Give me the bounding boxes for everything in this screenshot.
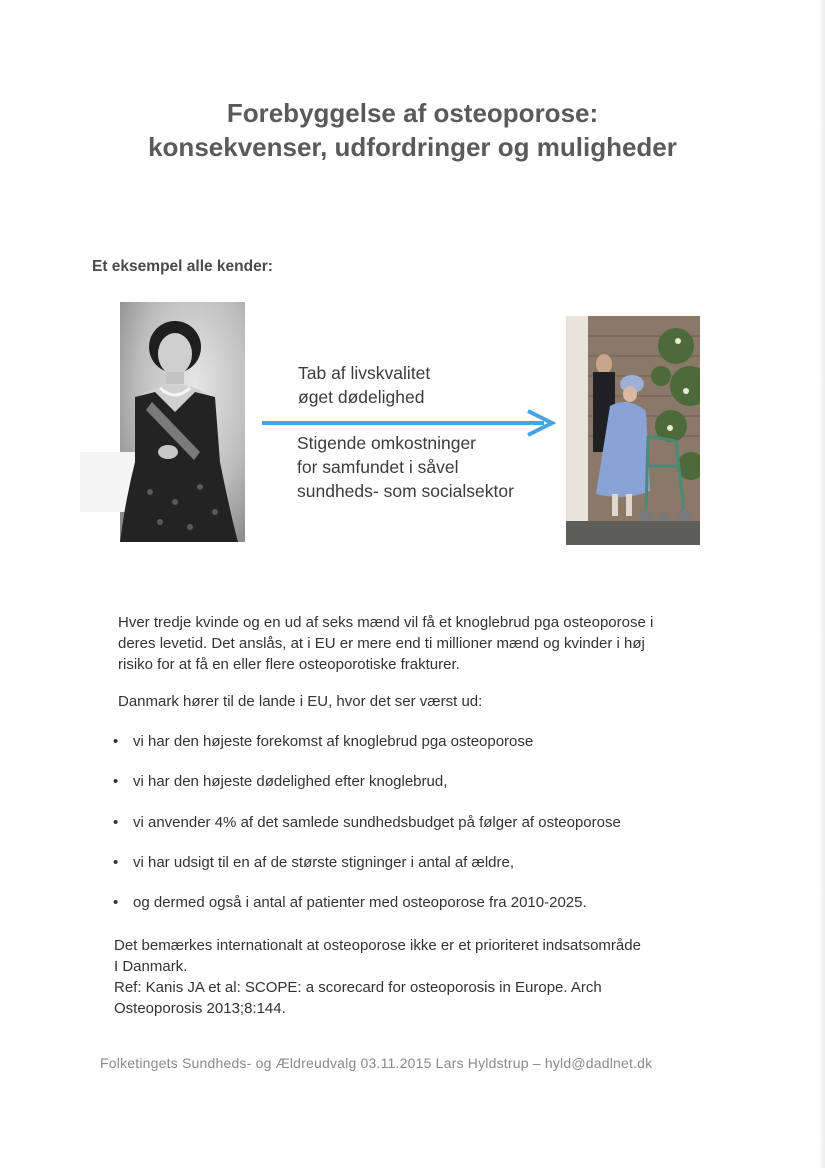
list-item — [113, 894, 587, 911]
consequence-text-costs — [297, 431, 514, 503]
consequence-line-2: øget dødelighed — [298, 387, 425, 407]
paragraph-intro: Hver tredje kvinde og en ud af seks mænd vil få et knoglebrud pga osteoporose i deres levetid. Det anslås, at i EU er mere end ti millioner mænd og kvinder i høj risiko for at få en eller flere osteoporotiske frakturer. — [118, 614, 654, 673]
costs-line-2: for samfundet i såvel — [297, 457, 459, 477]
bullet-text: vi har den højeste dødelighed efter knoglebrud, — [133, 773, 448, 790]
consequence-line-1: Tab af livskvalitet — [298, 363, 431, 383]
list-item — [113, 773, 447, 790]
page-footer: Folketingets Sundheds- og Ældreudvalg 03.11.2015 Lars Hyldstrup – hyld@dadlnet.dk — [100, 1055, 653, 1071]
reference-line-2: Osteoporosis 2013;8:144. — [114, 1000, 286, 1017]
list-item — [113, 733, 533, 750]
remark-line-1: Det bemærkes internationalt at osteoporose ikke er et prioriteret indsatsområde — [114, 937, 641, 954]
bullet-text: vi anvender 4% af det samlede sundhedsbudget på følger af osteoporose — [133, 814, 621, 831]
reference-line-1: Ref: Kanis JA et al: SCOPE: a scorecard for osteoporosis in Europe. Arch — [114, 979, 602, 996]
bullet-icon: • — [113, 894, 119, 911]
costs-line-3: sundheds- som socialsektor — [297, 481, 514, 501]
bullet-icon: • — [113, 733, 119, 750]
portrait-photo — [80, 302, 245, 542]
title-line-2: konsekvenser, udfordringer og muligheder — [148, 132, 677, 162]
bullet-text: og dermed også i antal af patienter med osteoporose fra 2010-2025. — [133, 894, 587, 911]
costs-line-1: Stigende omkostninger — [297, 433, 476, 453]
list-item — [113, 814, 621, 831]
subtitle: Et eksempel alle kender: — [92, 258, 273, 275]
bullet-text: vi har udsigt til en af de største stigninger i antal af ældre, — [133, 854, 515, 871]
bullet-icon: • — [113, 854, 119, 871]
portrait-photo-image — [80, 302, 245, 542]
elderly-walker-photo-image — [566, 316, 700, 545]
title-line-1: Forebyggelse af osteoporose: — [226, 98, 599, 128]
elderly-walker-photo — [566, 316, 700, 545]
bullet-text: vi har den højeste forekomst af knoglebrud pga osteoporose — [133, 733, 534, 750]
scan-edge — [819, 0, 825, 1168]
consequence-text-quality — [298, 361, 430, 409]
paragraph-denmark: Danmark hører til de lande i EU, hvor det ser værst ud: — [118, 693, 483, 710]
bullet-icon: • — [113, 773, 119, 790]
page-title — [0, 96, 825, 164]
paragraph-remark — [114, 935, 674, 1019]
list-item — [113, 854, 514, 871]
remark-line-2: I Danmark. — [114, 958, 188, 975]
bullet-icon: • — [113, 814, 119, 831]
